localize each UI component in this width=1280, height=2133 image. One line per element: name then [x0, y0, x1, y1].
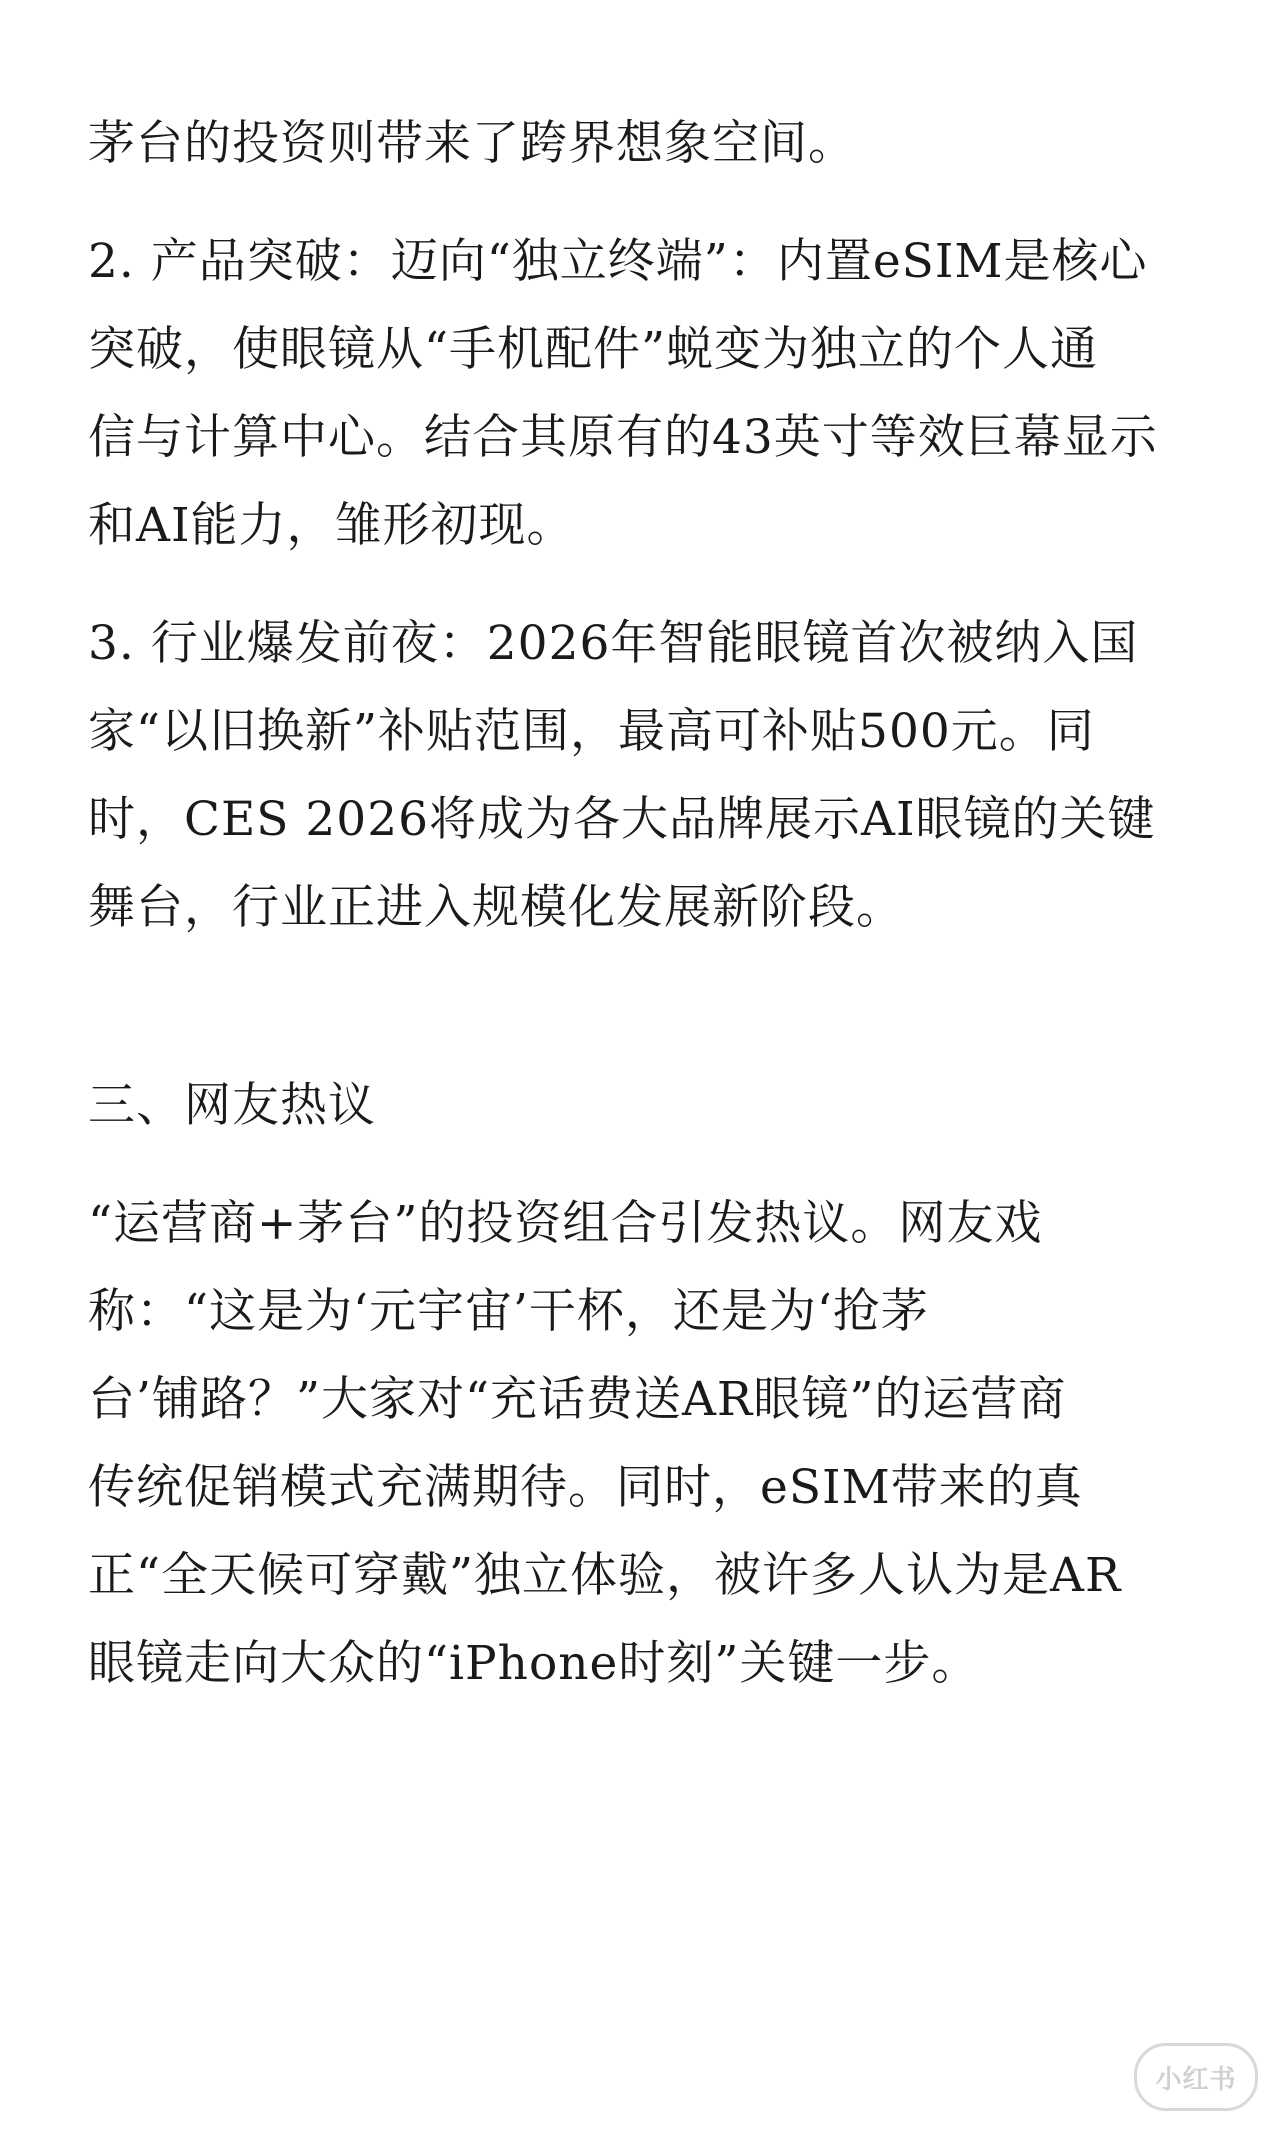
article-body [88, 100, 1218, 1738]
text-line: 台’铺路？”大家对“充话费送AR眼镜”的运营商 [88, 1372, 1067, 1427]
xiaohongshu-watermark-logo [1134, 2043, 1258, 2111]
paragraph-1 [88, 100, 1218, 188]
section-heading [88, 1062, 1218, 1150]
text-line: 突破，使眼镜从“手机配件”蜕变为独立的个人通 [88, 322, 1099, 377]
heading-text: 三、网友热议 [88, 1078, 376, 1133]
paragraph-4 [88, 1180, 1218, 1708]
text-line: 信与计算中心。结合其原有的43英寸等效巨幕显示 [88, 410, 1158, 465]
watermark-text: 小红书 [1155, 2064, 1237, 2095]
paragraph-2 [88, 218, 1218, 570]
text-line: 正“全天候可穿戴”独立体验，被许多人认为是AR [88, 1548, 1122, 1603]
paragraph-3 [88, 600, 1218, 952]
text-line: “运营商+茅台”的投资组合引发热议。网友戏 [88, 1196, 1043, 1251]
text-line: 茅台的投资则带来了跨界想象空间。 [88, 116, 856, 171]
text-line: 眼镜走向大众的“iPhone时刻”关键一步。 [88, 1636, 980, 1691]
text-line: 称：“这是为‘元宇宙’干杯，还是为‘抢茅 [88, 1284, 929, 1339]
text-line: 3. 行业爆发前夜：2026年智能眼镜首次被纳入国 [88, 616, 1139, 671]
text-line: 时，CES 2026将成为各大品牌展示AI眼镜的关键 [88, 792, 1156, 847]
text-line: 舞台，行业正进入规模化发展新阶段。 [88, 880, 904, 935]
text-line: 传统促销模式充满期待。同时，eSIM带来的真 [88, 1460, 1083, 1515]
text-line: 和AI能力，雏形初现。 [88, 498, 575, 553]
text-line: 家“以旧换新”补贴范围，最高可补贴500元。同 [88, 704, 1095, 759]
text-line: 2. 产品突破：迈向“独立终端”：内置eSIM是核心 [88, 234, 1148, 289]
